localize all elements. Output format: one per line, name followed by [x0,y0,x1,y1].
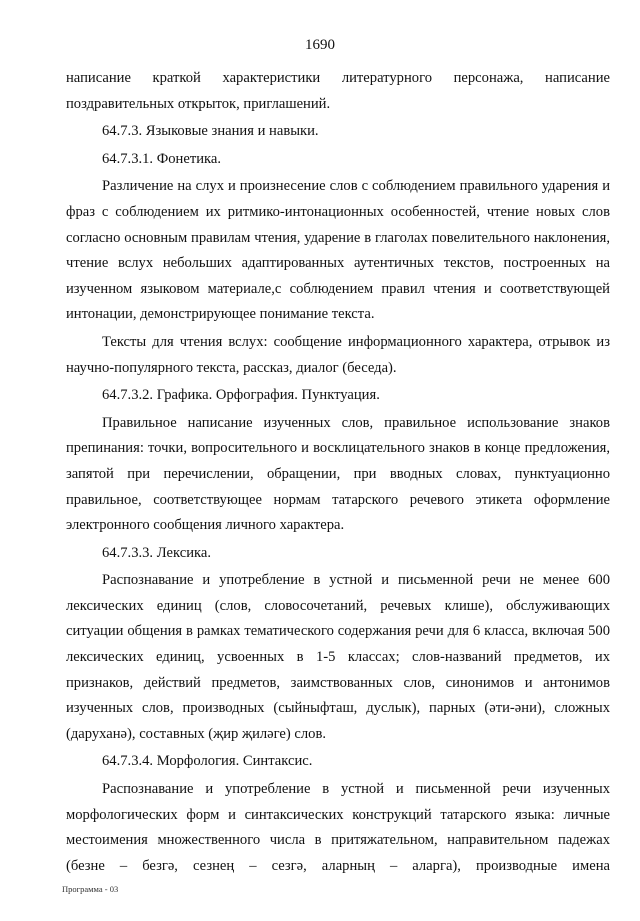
paragraph-morphology: Распознавание и употребление в устной и письменной речи изученных морфологических форм и синтаксических конструкций татарского языка: личные местоимения множественного числа в притяжательном, направительном падежах (безне – безгә, сезнең – сезгә, аларның – аларга), производные имена [66,781,610,874]
section-heading-phonetics: 64.7.3.1. Фонетика. [102,150,222,167]
paragraph-graphics: Правильное написание изученных слов, правильное использование знаков препинания: точки, вопросительного и восклицательного знаков в конце предложения, запятой при перечислении, обращении, при вводных словах, пунктуационно правильное, соответствующее нормам татарского речевого этикета оформление электронного сообщения личного характера. [66,414,610,534]
paragraph-reading-texts: Тексты для чтения вслух: сообщение информационного характера, отрывок из научно-популярного текста, рассказ, диалог (беседа). [66,333,610,376]
document-body [66,66,610,879]
page-number: 1690 [305,37,335,53]
paragraph-phonetics: Различение на слух и произнесение слов с соблюдением правильного ударения и фраз с соблюдением их ритмико-интонационных особенностей, чтение новых слов согласно основным правилам чтения, ударение в глаголах повелительного наклонения, чтение вслух небольших адаптированных аутентичных текстов, построенных на изученном языковом материале,с соблюдением правил чтения и соответствующей интонации, демонстрирующее понимание текста. [66,178,610,323]
section-heading-lexicon: 64.7.3.3. Лексика. [102,544,212,561]
section-heading-graphics: 64.7.3.2. Графика. Орфография. Пунктуация. [102,387,380,404]
paragraph-continuation: написание краткой характеристики литературного персонажа, написание поздравительных открыток, приглашений. [66,70,610,112]
section-heading-language-knowledge: 64.7.3. Языковые знания и навыки. [102,123,319,140]
footer-label: Программа - 03 [62,884,119,894]
section-heading-morphology: 64.7.3.4. Морфология. Синтаксис. [102,753,313,770]
paragraph-lexicon: Распознавание и употребление в устной и письменной речи не менее 600 лексических единиц (слов, словосочетаний, речевых клише), обслуживающих ситуации общения в рамках тематического содержания речи для 6 класса, включая 500 лексических единиц, усвоенных в 1-5 классах; слов-названий предметов, их признаков, действий предметов, заимствованных слов, синонимов и антонимов изученных слов, производных (сыйныфташ, дуслык), парных (әти-әни), сложных (даруханә), составных (җир җиләге) слов. [66,572,610,742]
